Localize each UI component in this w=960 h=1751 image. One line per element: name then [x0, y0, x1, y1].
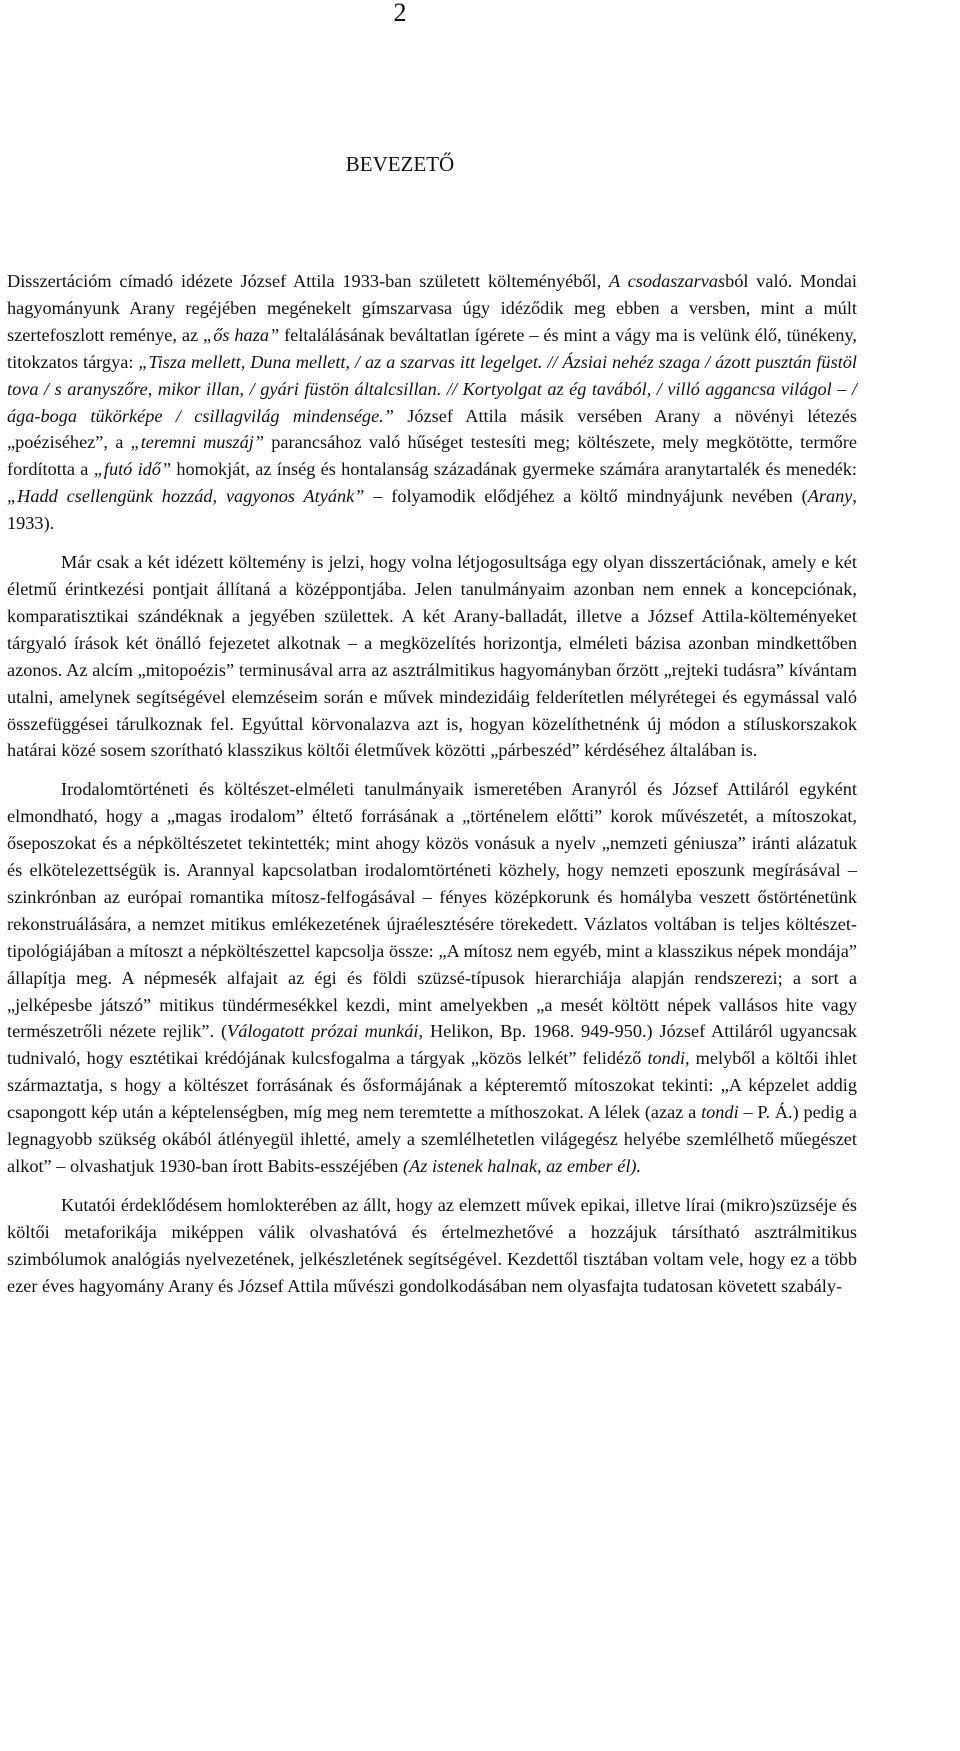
text-segment: Irodalomtörténeti és költészet-elméleti tanulmányaik ismeretében Aranyról és József Attiláról egyként elmondható, hogy a „magas irodalom” éltető forrásának a „történelem előtti” korok művészetét, a mítoszokat, őseposzokat és a népköltészetet tekintették; mint ahogy közös vonásuk a nyelv „nemzeti géniusza” iránti alázatuk és elkötelezettségük is. Arannyal kapcsolatban irodalomtörténeti közhely, hogy nemzeti eposzunk megírásával – szinkrónban az európai romantika mítosz-felfogásával – fényes középkorunk és homályba veszett őstörténetünk rekonstruálására, a nemzet mitikus emlékezetének újraélesztésére törekedett. Vázlatos voltában is teljes költészet-tipológiájában a mítoszt a népköltészettel kapcsolja össze: „A mítosz nem egyéb, mint a klasszikus népek mondája” állapítja meg. A népmesék alfajait az égi és földi szüzsé-típusok hierarchiája alapján rendszerezi; a sort a „jelképesbe játszó” mitikus tündérmesékkel kezdi, mint amelyekben „a mesét költött népek vallásos hite vagy természetrőli nézete rejlik”. (: [7, 779, 857, 1042]
text-segment: parancsához való hűséget testesíti meg; költészete, mely megkötötte, termőre fordította a: [7, 432, 857, 480]
text-segment: feltalálásának beváltatlan ígérete – és mint a vágy ma is velünk élő, tünékeny, titokzatos tárgya:: [7, 324, 857, 372]
italic-text: Arany: [807, 486, 853, 507]
text-segment: – folyamodik elődjéhez a költő mindnyájunk nevében (: [364, 486, 808, 507]
paragraph: [7, 1192, 857, 1300]
italic-text: „ős haza”: [203, 324, 280, 345]
italic-text: Válogatott prózai munkái,: [227, 1021, 424, 1042]
italic-text: tondi,: [647, 1048, 690, 1069]
paragraph: [7, 776, 857, 1180]
body-text: [7, 268, 857, 1300]
paragraph: [7, 268, 857, 537]
text-segment: Helikon, Bp. 1968. 949-950.) József Attiláról ugyancsak tudnivaló, hogy esztétikai krédójának kulcsfogalma a tárgyak „közös lelkét” felidéző: [7, 1021, 857, 1069]
text-segment: Disszertációm címadó idézete József Attila 1933-ban született költeményéből,: [7, 271, 609, 291]
text-segment: ból való. Mondai hagyományunk Arany regéjében megénekelt gímszarvasa úgy idéződik meg ebben a versben, mint a múlt szertefoszlott reménye, az: [7, 271, 857, 345]
italic-text: „Tisza mellett, Duna mellett, / az a szarvas itt legelget. // Ázsiai nehéz szaga / ázott pusztán füstöl tova / s aranyszőre, mikor illan, / gyári füstön általcsillan. // Kortyolgat az ég tavából, / villó aggancsa világol – / ága-boga tükörképe / csillagvilág mindensége.”: [7, 351, 857, 426]
text-segment: József Attila másik versében Arany a növényi létezés „poéziséhez”, a: [7, 405, 857, 453]
italic-text: (Az istenek halnak, az ember él).: [403, 1156, 642, 1176]
page-number: 2: [393, 0, 407, 27]
text-segment: homokját, az ínség és hontalanság századának gyermeke számára aranytartalék és menedék:: [171, 459, 857, 480]
text-segment: melyből a költői ihlet származtatja, s hogy a költészet forrásának és ősformájának a képteremtő mítoszokat tekinti: „A képzelet addig csapongott kép után a képtelenségben, míg meg nem teremtette a míthoszokat. A lélek (azaz a: [7, 1048, 857, 1123]
italic-text: „futó idő”: [93, 459, 172, 480]
section-title: BEVEZETŐ: [345, 152, 455, 176]
text-segment: Már csak a két idézett költemény is jelzi, hogy volna létjogosultsága egy olyan disszertációnak, amely e két életmű érintkezési pontjait állítaná a középpontjába. Jelen tanulmányaim azonban nem ennek a koncepciónak, komparatisztikai szándéknak a jegyében születtek. A két Arany-balladát, illetve a József Attila-költeményeket tárgyaló írások két önálló fejezetet alkotnak – a megközelítés horizontja, elméleti bázisa azonban mindkettőben azonos. Az alcím „mitopoézis” terminusával arra az asztrálmitikus hagyományban őrzött „rejteki tudásra” kívántam utalni, amelynek segítségével elemzéseim során e művek mindezidáig felderítetlen mélyrétegei és egymással való összefüggései tárulkoznak fel. Egyúttal körvonalazva azt is, hogyan közelíthetnénk új módon a stíluskorszakok határai közé sosem szorítható klasszikus költői életművek közötti „párbeszéd” kérdéséhez általában is.: [7, 552, 857, 761]
italic-text: „teremni muszáj”: [130, 432, 265, 453]
text-segment: Kutatói érdeklődésem homlokterében az állt, hogy az elemzett művek epikai, illetve lírai (mikro)szüzséje és költői metaforikája miképpen válik olvashatóvá és értelmezhetővé a hozzájuk társítható asztrálmitikus szimbólumok analógiás nyelvezetének, jelkészletének segítségével. Kezdettől tisztában voltam vele, hogy ez a több ezer éves hagyomány Arany és József Attila művészi gondolkodásában nem olyasfajta tudatosan követett szabály-: [7, 1194, 857, 1296]
italic-text: A csodaszarvas: [608, 271, 726, 291]
italic-text: tondi: [701, 1102, 739, 1123]
paragraph: [7, 549, 857, 764]
italic-text: „Hadd csellengünk hozzád, vagyonos Atyánk”: [7, 486, 365, 507]
text-segment: , 1933).: [7, 486, 857, 534]
text-segment: – P. Á.) pedig a legnagyobb szükség okából átlényegül ihletté, amely a szemlélhetetlen világegész helyébe szemlélhető műegészet alkot” – olvashatjuk 1930-ban írott Babits-esszéjében: [7, 1102, 858, 1176]
